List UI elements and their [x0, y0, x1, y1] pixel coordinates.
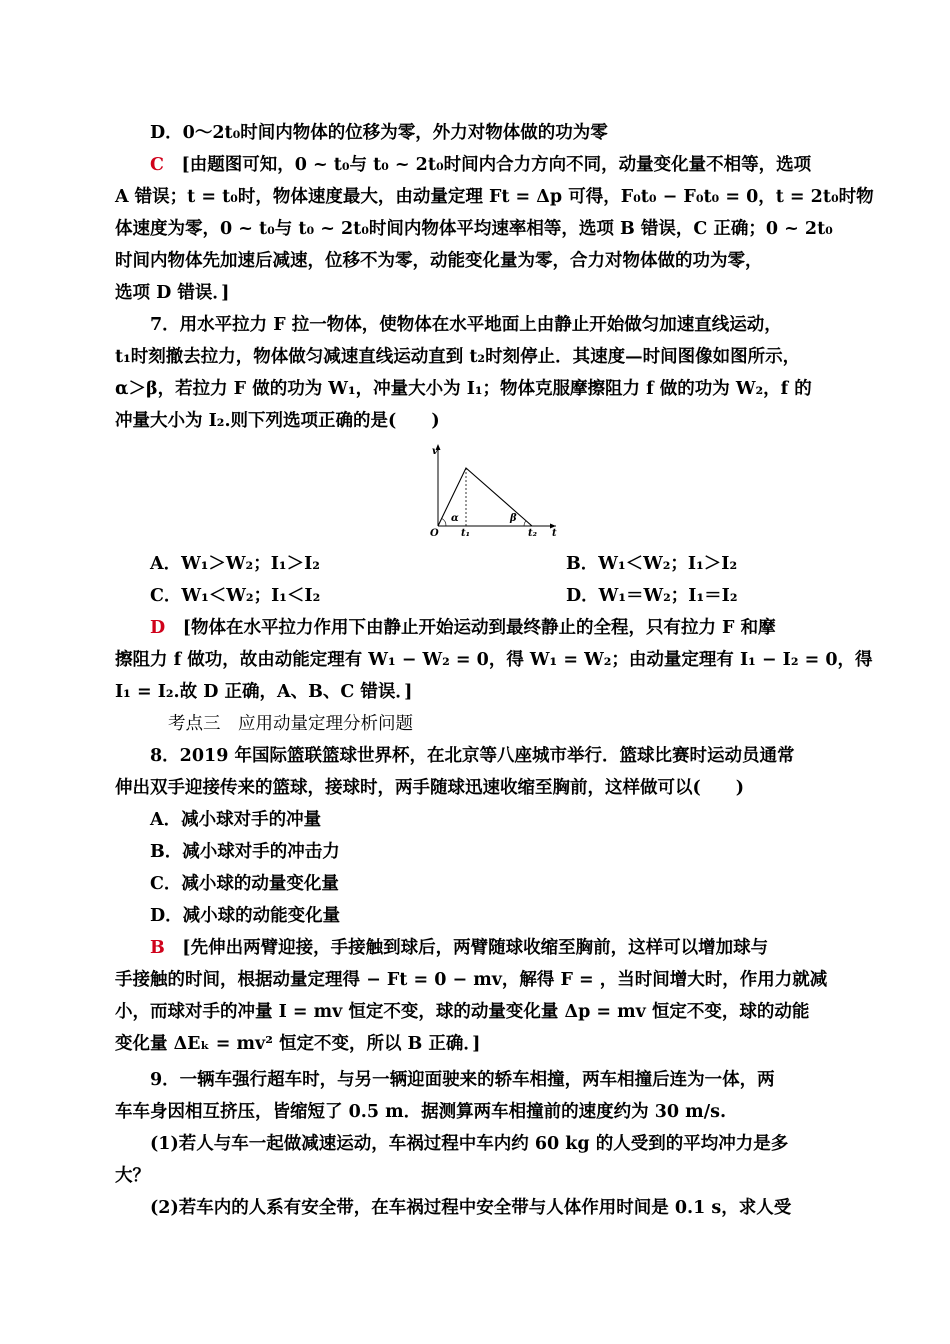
- q6-answer-line-4: 时间内物体先加速后减速，位移不为零，动能变化量为零，合力对物体做的功为零，: [115, 251, 763, 271]
- velocity-time-graph: [424, 440, 564, 540]
- q7-option-a: A．W₁＞W₂；I₁＞I₂: [150, 554, 320, 574]
- alpha-arc: [442, 519, 446, 527]
- q9-part1-line-1: (1)若人与车一起做减速运动，车祸过程中车内约 60 kg 的人受到的平均冲力是多: [150, 1134, 789, 1154]
- q7-stem-1: 7．用水平拉力 F 拉一物体，使物体在水平地面上由静止开始做匀加速直线运动，: [150, 315, 782, 335]
- q7-options-row-1: [150, 552, 875, 576]
- q9-stem-2: 车车身因相互挤压，皆缩短了 0.5 m．据测算两车相撞前的速度约为 30 m/s.: [115, 1102, 727, 1122]
- q9-stem-1: 9．一辆车强行超车时，与另一辆迎面驶来的轿车相撞，两车相撞后连为一体，两: [150, 1070, 775, 1090]
- q7-option-d: D．W₁＝W₂；I₁＝I₂: [566, 586, 738, 606]
- beta-label: β: [510, 513, 517, 524]
- q7-answer-text-1: [物体在水平拉力作用下由静止开始运动到最终静止的全程，只有拉力 F 和摩: [182, 618, 776, 638]
- q8-stem-1: 8．2019 年国际篮联篮球世界杯，在北京等八座城市举行．篮球比赛时运动员通常: [150, 746, 795, 766]
- q6-answer-line-3: 体速度为零，0 ~ t₀与 t₀ ~ 2t₀时间内物体平均速率相等，选项 B 错误，C 正确；0 ~ 2t₀: [115, 219, 833, 239]
- q7-stem-2: t₁时刻撤去拉力，物体做匀减速直线运动直到 t₂时刻停止．其速度—时间图像如图所示，: [115, 347, 801, 367]
- q7-answer-letter: D: [150, 618, 166, 638]
- q7-options-row-2: [150, 584, 875, 608]
- q6-answer-text-1: [由题图可知，0 ~ t₀与 t₀ ~ 2t₀时间内合力方向不同，动量变化量不相等，选项: [181, 155, 812, 175]
- q7-stem-4: 冲量大小为 I₂.则下列选项正确的是( ): [115, 411, 440, 431]
- q8-option-b: B．减小球对手的冲击力: [150, 842, 340, 862]
- q8-answer-line-1: [150, 936, 875, 960]
- q8-answer-line-2: 手接触的时间，根据动量定理得 − Ft = 0 − mv，解得 F = ，当时间增大时，作用力就减: [115, 970, 828, 990]
- q9-part2: (2)若车内的人系有安全带，在车祸过程中安全带与人体作用时间是 0.1 s，求人受: [150, 1198, 792, 1218]
- q8-answer-letter: B: [150, 938, 165, 958]
- q7-answer-line-1: [150, 616, 875, 640]
- q8-option-d: D．减小球的动能变化量: [150, 906, 341, 926]
- q8-answer-line-3: 小，而球对手的冲量 I = mv 恒定不变，球的动量变化量 Δp = mv 恒定不变，球的动能: [115, 1002, 810, 1022]
- origin-label: O: [430, 528, 439, 539]
- q6-answer-letter: C: [150, 155, 164, 175]
- section-title: 考点三 应用动量定理分析问题: [168, 714, 413, 734]
- q7-option-b: B．W₁＜W₂；I₁＞I₂: [566, 554, 738, 574]
- q7-answer-line-2: 擦阻力 f 做功，故由动能定理有 W₁ − W₂ = 0，得 W₁ = W₂；由动量定理有 I₁ − I₂ = 0，得: [115, 650, 873, 670]
- beta-arc: [524, 521, 526, 526]
- v-axis-label: v: [432, 446, 438, 457]
- q7-answer-line-3: I₁ = I₂.故 D 正确，A、B、C 错误．]: [115, 682, 413, 702]
- alpha-label: α: [451, 513, 459, 524]
- q7-stem-3: α＞β，若拉力 F 做的功为 W₁，冲量大小为 I₁；物体克服摩擦阻力 f 做的功为 W₂，f 的: [115, 379, 812, 399]
- q9-part1-line-2: 大？: [115, 1166, 150, 1186]
- q8-option-c: C．减小球的动量变化量: [150, 874, 339, 894]
- q8-answer-text-1: [先伸出两臂迎接，手接触到球后，两臂随球收缩至胸前，这样可以增加球与: [182, 938, 769, 958]
- q8-answer-line-4: 变化量 ΔEₖ = mv² 恒定不变，所以 B 正确．]: [115, 1034, 481, 1054]
- q6-answer-line-5: 选项 D 错误．]: [115, 283, 230, 303]
- t1-label: t₁: [461, 528, 470, 539]
- q8-option-a: A．减小球对手的冲量: [150, 810, 322, 830]
- q6-answer-line-2: A 错误；t = t₀时，物体速度最大，由动量定理 Ft = Δp 可得，F₀t₀ − F₀t₀ = 0，t = 2t₀时物: [115, 187, 874, 207]
- q8-stem-2: 伸出双手迎接传来的篮球，接球时，两手随球迅速收缩至胸前，这样做可以( ): [115, 778, 745, 798]
- t2-label: t₂: [528, 528, 537, 539]
- t-axis-label: t: [552, 528, 557, 539]
- prev-option-d: D．0～2t₀时间内物体的位移为零，外力对物体做的功为零: [150, 123, 608, 143]
- q6-answer-line-1: [150, 153, 875, 177]
- q7-option-c: C．W₁＜W₂；I₁＜I₂: [150, 586, 321, 606]
